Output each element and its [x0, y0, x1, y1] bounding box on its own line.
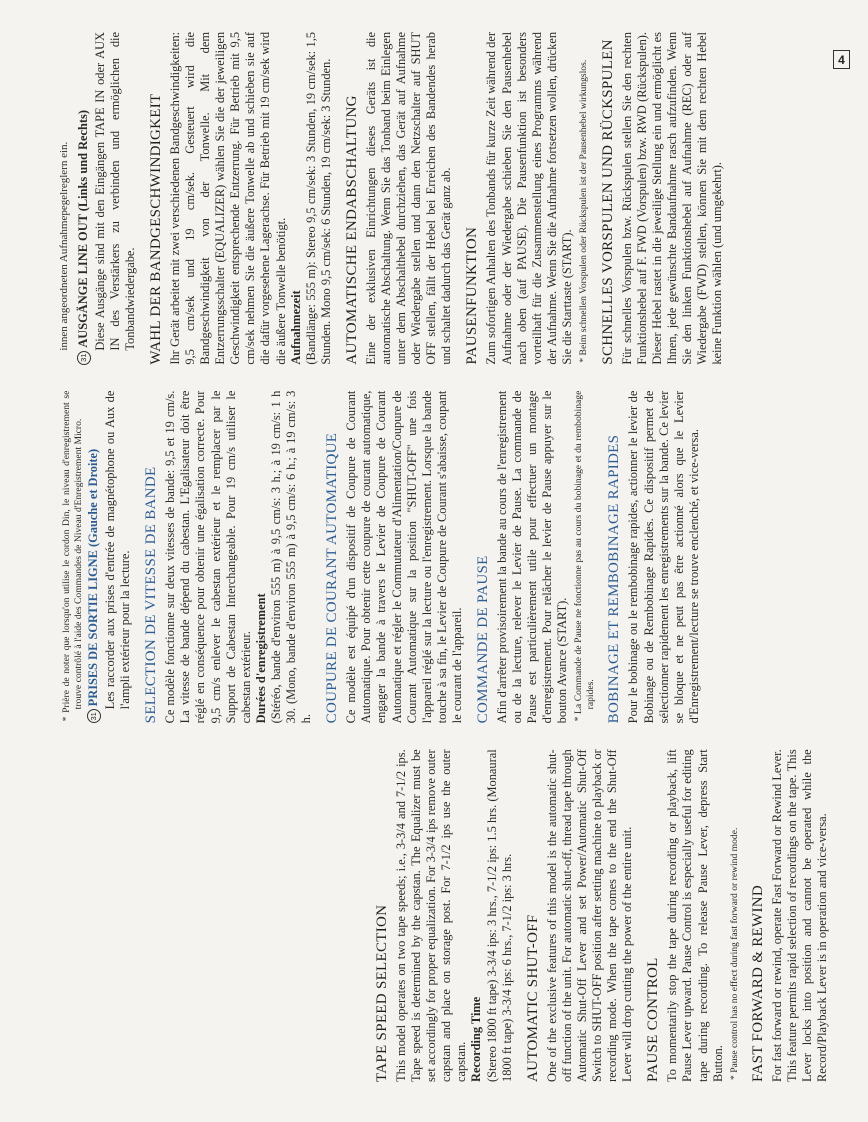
ref-31-fr: [86, 391, 101, 724]
heading-coupure: COUPURE DE COURANT AUTOMATIQUE: [324, 432, 341, 724]
heading-vitesse: SELECTION DE VITESSE DE BANDE: [143, 466, 160, 724]
heading-pause: PAUSE CONTROL: [645, 957, 662, 1082]
body-pause: To momentarily stop the tape during recording or playback, lift Pause Lever upward. Pause Control is especially useful for editing tape during recording. To release Pause Lever, depress Start Button.: [665, 749, 725, 1082]
note-pause-de: * Beim schnellen Vorspulen oder Rückspulen ist der Pausenhebel wirkungslos.: [578, 59, 590, 363]
heading-pause-fr: COMMANDE DE PAUSE: [474, 555, 491, 724]
heading-ff-rewind: FAST FORWARD & REWIND: [750, 884, 767, 1082]
label-duree: Durées d'enregistrement: [253, 593, 268, 724]
label-aufnahmezeit: Aufnahmezeit: [288, 290, 303, 365]
ref-number-badge: 31: [77, 351, 91, 365]
ref-body-fr: Les raccorder aux prises d'entrée de magnétophone ou Aux de l'ampli extérieur pour la lecture.: [103, 390, 133, 710]
heading-tape-speed: TAPE SPEED SELECTION: [374, 904, 390, 1082]
heading-auto-shutoff: AUTOMATIC SHUT-OFF: [524, 914, 541, 1082]
note-pause-fr: * La Commande de Pause ne fonctionne pas au cours du bobinage et du rembobinage rapides.: [573, 390, 596, 722]
ref-31-de: [76, 32, 91, 365]
body-tape-speed: This model operates on two tape speeds; i.e., 3-3/4 and 7-1/2 ips. Tape speed is determined by the capstan. The Equalizer must be set accordingly for proper equalization. For 3-3/4 ips remove outer capstan and place on storage post. For 7-1/2 ips use the outer capstan.: [394, 749, 469, 1082]
ref-title-de: AUSGÄNGE LINE OUT (Links und Rechts): [75, 109, 90, 348]
heading-pause-de: PAUSENFUNKTION: [464, 226, 481, 365]
top-line-de: innen angeordneten Aufnahmepegelreglern ein.: [58, 141, 70, 351]
body-geschw: Ihr Gerät arbeitet mit zwei verschiedenen Bandgeschwindigkeiten: 9,5 cm/sek und 19 cm/sek. Gesteuert wird die Bandgeschwindigkeit von der Tonwelle. Mit dem Entzerrungsschalter (EQUALIZER) wählen Sie die der jeweiligen Geschwindigkeit entsprechende Entzerrung. Für Betrieb mit 9,5 cm/sek nehmen Sie die äußere Tonwelle ab und schieben sie auf die dafür vorgesehene Lagerachse. Für Betrieb mit 19 cm/sek wird die äußere Tonwelle benötigt.: [167, 31, 288, 365]
note-din: * Prière de noter que lorsqu'on utilise le cordon Din, le niveau d'enregistrement se trouve contrôlé à l'aide des Commandes de Niveau d'Enregistrement Micro.: [61, 390, 84, 722]
ref-title-fr: PRISES DE SORTIE LIGNE (Gauche et Droite): [86, 448, 100, 707]
body-coupure: Ce modèle est équipé d'un dispositif de Coupure de Courant Automatique. Pour obtenir cette coupure de courant automatique, engager la bande à travers le Levier de Coupure de Courant Automatique et régler le Commutateur d'Alimentation/Coupure de Courant Automatique sur la position "SHUT-OFF" une fois l'appareil réglé sur la lecture ou l'enregistrement. Lorsque la bande touche à sa fin, le Levier de Coupure de Courant s'abaisse, coupant le courant de l'appareil.: [344, 390, 464, 724]
note-pause: * Pause control has no effect during fast forward or rewind mode.: [728, 827, 740, 1080]
body-bobinage: Pour le bobinage ou le rembobinage rapides, actionner le levier de Bobinage ou de Rembobinage Rapides. Ce dispositif permet de sélectionner rapidement les enregistrements sur la bande. Ce levier se bloque et ne peut pas être actionné alors que le Levier d'Enregistrement/lecture se trouve enclenché, et vice-versa.: [626, 390, 701, 724]
heading-geschw: WAHL DER BANDGESCHWINDIGKEIT: [147, 93, 164, 365]
label-recording-time: Recording Time: [469, 996, 484, 1082]
page-number: 4: [833, 50, 850, 69]
body-auto-shutoff: One of the exclusive features of this model is the automatic shut-off function of the unit. For automatic shut-off, thread tape through Automatic Shut-Off Lever and set Power/Automatic Shut-Off Switch to SHUT-OFF position after setting machine to playback or recording mode. When the tape comes to the end the Shut-Off Lever will drop cutting the power of the entire unit.: [544, 749, 635, 1082]
body-duree: (Stéréo, bande d'environ 555 m) à 9,5 cm/s: 3 h.; à 19 cm/s: 1 h 30. (Mono, bande d'environ 555 m) à 9,5 cm/s: 6 h.; à 19 cm/s: 3 h.: [268, 390, 314, 724]
ref-body-de: Diese Ausgänge sind mit den Eingängen TAPE IN oder AUX IN des Verstärkers zu verbinden und ermöglichen die Tonbandwiedergabe.: [92, 31, 137, 351]
german-column: [42, 32, 842, 365]
heading-vorspulen: SCHNELLES VORSPULEN UND RÜCKSPULEN: [599, 39, 616, 365]
french-column: [42, 391, 842, 724]
ref-number-badge: 31: [87, 709, 101, 723]
body-pause-fr: Afin d'arrêter provisoirement la bande au cours de l'enregistrement ou de la lecture, relever le Levier de Pause. La commande de Pause est particulièrement utile pour effectuer un montage d'enregistrement. Pour relâcher le levier de Pause appuyer sur le bouton Avance (START).: [494, 390, 570, 724]
heading-bobinage: BOBINAGE ET REMBOBINAGE RAPIDES: [606, 434, 623, 724]
body-aufnahmezeit: (Bandlänge: 555 m): Stereo 9,5 cm/sek: 3 Stunden, 19 cm/sek: 1,5 Stunden. Mono 9,5 cm/sek: 6 Stunden, 19 cm/sek: 3 Stunden.: [303, 31, 333, 365]
body-endabschaltung: Eine der exklusiven Einrichtungen dieses Geräts ist die automatische Abschaltung. Wenn Sie das Tonband beim Einlegen unter dem Abschalthebel durchziehen, das Gerät auf Aufnahme oder Wiedergabe stellen und dann den Netzschalter auf SHUT OFF stellen, fällt der Hebel bei Erreichen des Bandendes herab und schaltet dadurch das Gerät ganz ab.: [363, 31, 454, 365]
body-ff-rewind: For fast forward or rewind, operate Fast Forward or Rewind Lever. This feature permits rapid selection of recordings on the tape. This Lever locks into position and cannot be operated while the Record/Playback Lever is in operation and vice-versa.: [770, 749, 830, 1082]
english-column: [42, 749, 842, 1082]
body-vorspulen: Für schnelles Vorspulen bzw. Rückspulen stellen Sie den rechten Funktionshebel auf F. FWD (Vorspulen) bzw. RWD (Rückspulen). Dieser Hebel rastet in die jeweilige Stellung ein und ermöglicht es Ihnen, jede gewünschte Bandaufnahme rasch aufzufinden. Wenn Sie den linken Funktionshebel auf Aufnahme (REC) oder auf Wiedergabe (FWD) stellen, können Sie mit dem rechten Hebel keine Funktion wählen (und umgekehrt).: [619, 31, 725, 365]
heading-endabschaltung: AUTOMATISCHE ENDABSCHALTUNG: [343, 95, 360, 365]
body-pause-de: Zum sofortigen Anhalten des Tonbands für kurze Zeit während der Aufnahme oder der Wiedergabe schieben Sie den Pausenhebel nach oben (auf PAUSE). Die Pausenfunktion ist besonders vorteilhaft für die Zusammenstellung eines Programms während der Aufnahme. Wenn Sie die Aufnahme fortsetzen wollen, drücken Sie die Starttaste (START).: [484, 31, 574, 365]
body-vitesse: Ce modèle fonctionne sur deux vitesses de bande: 9,5 et 19 cm/s. La vitesse de bande dépend du cabestan. L'Egalisateur doit être réglé en conséquence pour obtenir une égalisation correcte. Pour 9,5 cm/s enlever le cabestan extérieur et le remplacer par le Support de Cabestan Interchangeable. Pour 19 cm/s utiliser le cabestan extérieur.: [163, 390, 253, 724]
body-recording-time: (Stereo 1800 ft tape) 3-3/4 ips: 3 hrs., 7-1/2 ips: 1.5 hrs. (Monaural 1800 ft tape) 3-3/4 ips: 6 hrs., 7-1/2 ips: 3 hrs.: [484, 749, 514, 1082]
